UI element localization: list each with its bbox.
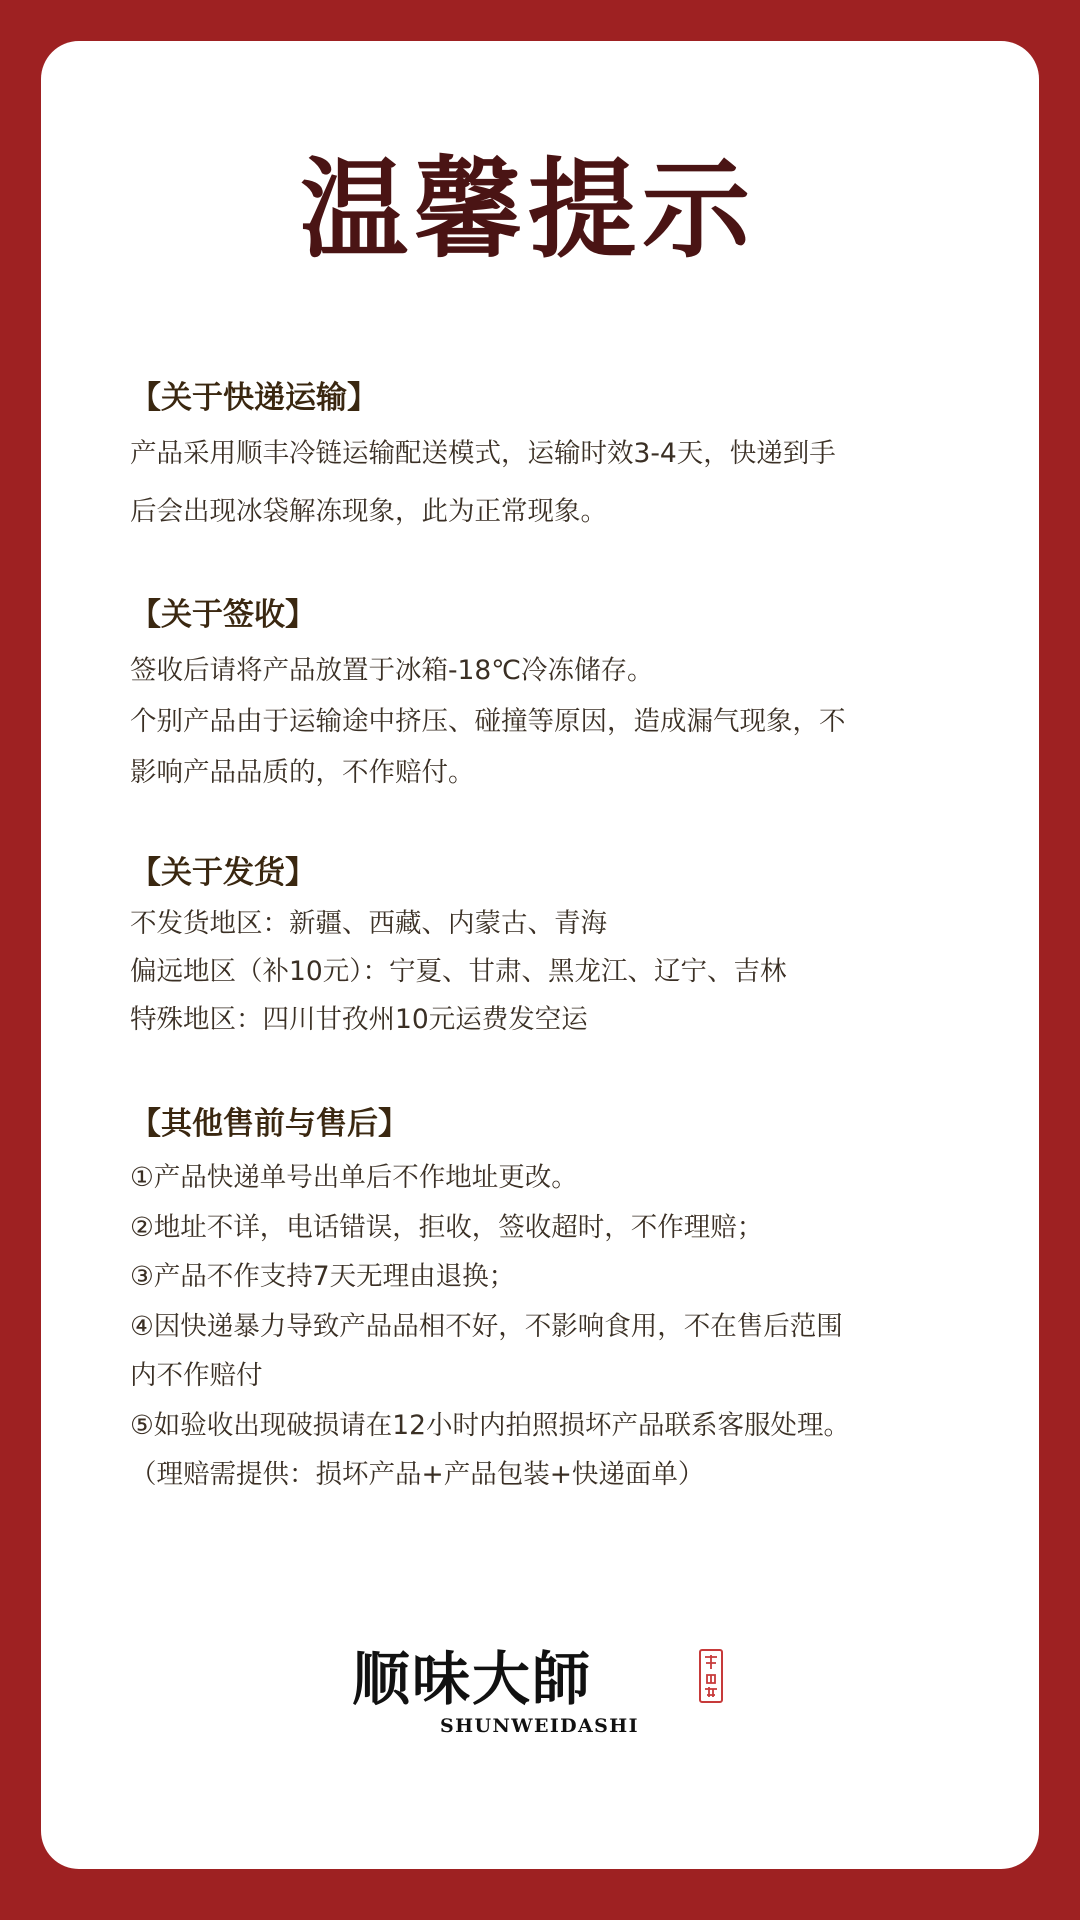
section-line: 后会出现冰袋解冻现象，此为正常现象。 [130,496,607,527]
section-line: （理赔需提供：损坏产品+产品包装+快递面单） [130,1459,705,1490]
section-line: ⑤如验收出现破损请在12小时内拍照损坏产品联系客服处理。 [130,1409,850,1441]
brand-name-cn: 顺味大師 [352,1645,593,1713]
section-line: 签收后请将产品放置于冰箱-18℃冷冻储存。 [130,655,654,686]
section-heading: 【关于快递运输】 [130,380,378,416]
section-line: 个别产品由于运输途中挤压、碰撞等原因，造成漏气现象，不 [130,706,846,737]
section-after-sales [130,1103,950,1500]
section-line: ②地址不详，电话错误，拒收，签收超时，不作理赔； [130,1211,764,1243]
section-heading: 【其他售前与售后】 [130,1106,409,1142]
section-line: ④因快递暴力导致产品品相不好，不影响食用，不在售后范围 [130,1310,843,1342]
section-heading: 【关于签收】 [130,597,316,633]
section-line: 偏远地区（补10元）：宁夏、甘肃、黑龙江、辽宁、吉林 [130,956,787,987]
section-line: 内不作赔付 [130,1360,263,1391]
section-line: 特殊地区：四川甘孜州10元运费发空运 [130,1004,588,1035]
section-receipt [130,594,950,798]
section-line: ①产品快递单号出单后不作地址更改。 [130,1162,578,1193]
section-line: ③产品不作支持7天无理由退换； [130,1261,516,1292]
page-title: 温馨提示 [299,147,756,273]
section-delivery [130,852,950,1044]
section-line: 影响产品品质的，不作赔付。 [130,757,475,788]
section-line: 不发货地区：新疆、西藏、内蒙古、青海 [130,908,607,939]
seal-stamp-icon [699,1649,723,1703]
brand-logo [352,1644,732,1754]
section-line: 产品采用顺丰冷链运输配送模式，运输时效3-4天，快递到手 [130,438,836,469]
brand-name-en: SHUNWEIDASHI [440,1715,639,1737]
section-shipping [130,377,950,541]
section-heading: 【关于发货】 [130,855,316,891]
